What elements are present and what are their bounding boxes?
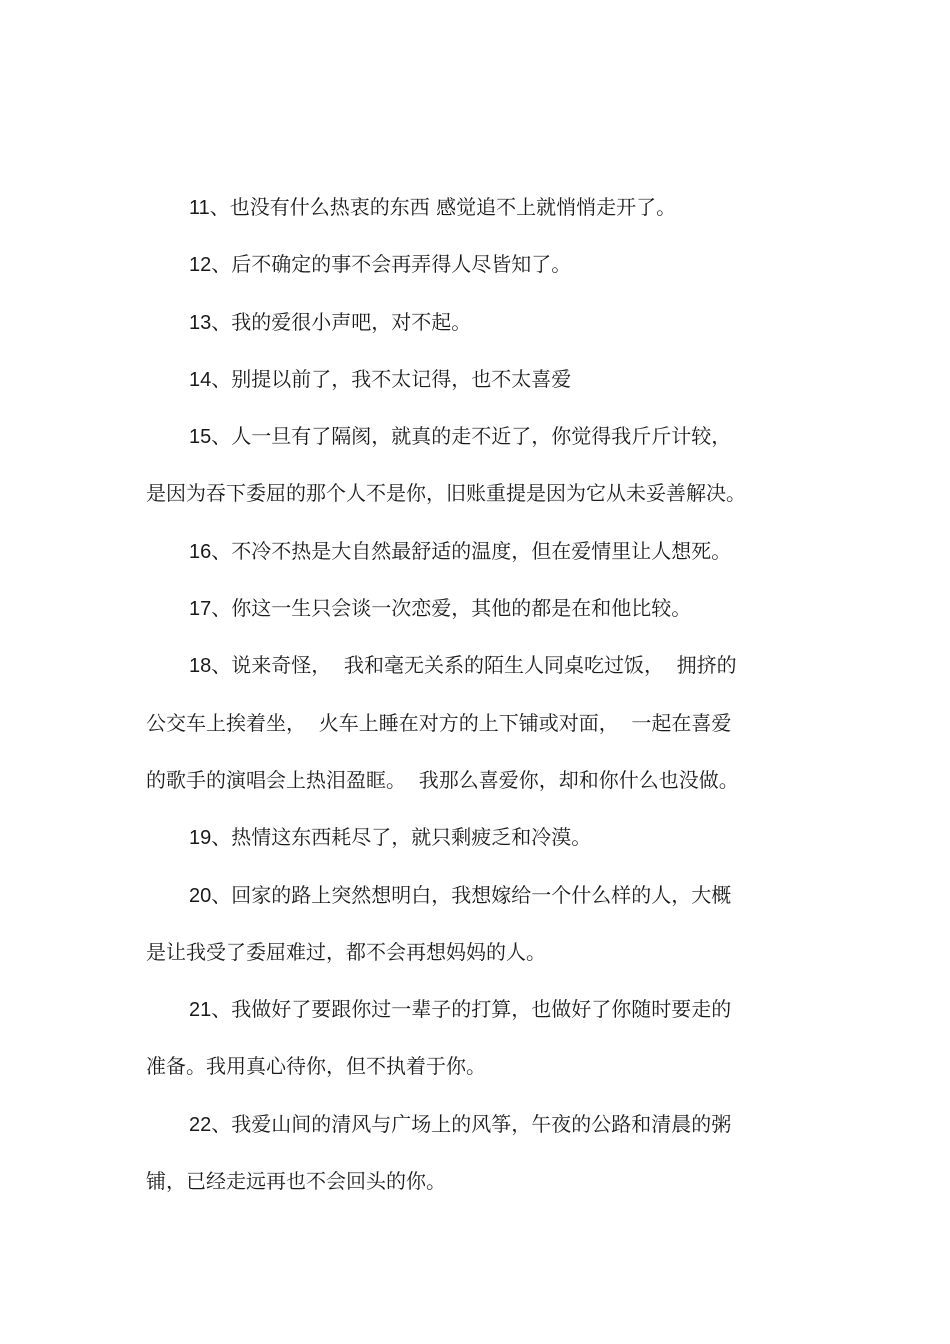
paragraph-number: 22 [189, 1113, 212, 1136]
document-body [146, 187, 806, 1218]
paragraph-text: 、热情这东西耗尽了，就只剩疲乏和冷漠。 [211, 825, 592, 850]
paragraph-text: 、也没有什么热衷的东西 感觉追不上就悄悄走开了。 [209, 195, 677, 219]
paragraph-text: 、别提以前了，我不太记得，也不太喜爱 [211, 366, 572, 391]
paragraph-number: 14 [189, 368, 212, 391]
paragraph-text: 、我的爱很小声吧，对不起。 [211, 309, 472, 334]
paragraph-number: 16 [189, 540, 212, 563]
paragraph-number: 17 [189, 598, 212, 621]
paragraph-18 [146, 645, 806, 702]
paragraph-15 [146, 416, 806, 473]
paragraph-number: 21 [189, 999, 212, 1022]
paragraph-18-line-3: 的歌手的演唱会上热泪盈眶。 我那么喜爱你，却和你什么也没做。 [146, 767, 739, 792]
paragraph-14 [146, 359, 806, 416]
paragraph-text: 、人一旦有了隔阂，就真的走不近了，你觉得我斤斤计较， [211, 424, 732, 449]
paragraph-21 [146, 989, 806, 1046]
paragraph-20-line-2: 是让我受了委屈难过，都不会再想妈妈的人。 [146, 939, 546, 964]
paragraph-18-line-2: 公交车上挨着坐， 火车上睡在对方的上下铺或对面， 一起在喜爱 [146, 710, 732, 735]
paragraph-11 [146, 187, 806, 244]
paragraph-text: 、回家的路上突然想明白，我想嫁给一个什么样的人，大概 [211, 882, 732, 907]
paragraph-17 [146, 588, 806, 645]
paragraph-text: 、我爱山间的清风与广场上的风筝，午夜的公路和清晨的粥 [211, 1111, 732, 1136]
paragraph-text: 、我做好了要跟你过一辈子的打算，也做好了你随时要走的 [211, 997, 732, 1022]
paragraph-number: 20 [189, 884, 212, 907]
paragraph-21-line-2: 准备。我用真心待你，但不执着于你。 [146, 1054, 486, 1079]
paragraph-13 [146, 302, 806, 359]
paragraph-number: 15 [189, 426, 212, 449]
paragraph-number: 19 [189, 827, 212, 850]
paragraph-16 [146, 531, 806, 588]
paragraph-number: 11 [189, 197, 210, 219]
paragraph-15-line-2: 是因为吞下委屈的那个人不是你，旧账重提是因为它从未妥善解决。 [146, 481, 746, 506]
paragraph-number: 13 [189, 311, 212, 334]
paragraph-number: 18 [189, 655, 212, 678]
paragraph-19 [146, 817, 806, 874]
paragraph-22-line-2: 铺，已经走远再也不会回头的你。 [146, 1169, 446, 1194]
paragraph-number: 12 [189, 254, 212, 277]
paragraph-20 [146, 875, 806, 932]
paragraph-text: 、后不确定的事不会再弄得人尽皆知了。 [211, 252, 572, 277]
paragraph-text: 、不冷不热是大自然最舒适的温度，但在爱情里让人想死。 [211, 538, 732, 563]
paragraph-text: 、你这一生只会谈一次恋爱，其他的都是在和他比较。 [211, 596, 692, 621]
paragraph-22 [146, 1104, 806, 1161]
paragraph-12 [146, 244, 806, 301]
paragraph-text: 、说来奇怪， 我和毫无关系的陌生人同桌吃过饭， 拥挤的 [211, 653, 737, 678]
